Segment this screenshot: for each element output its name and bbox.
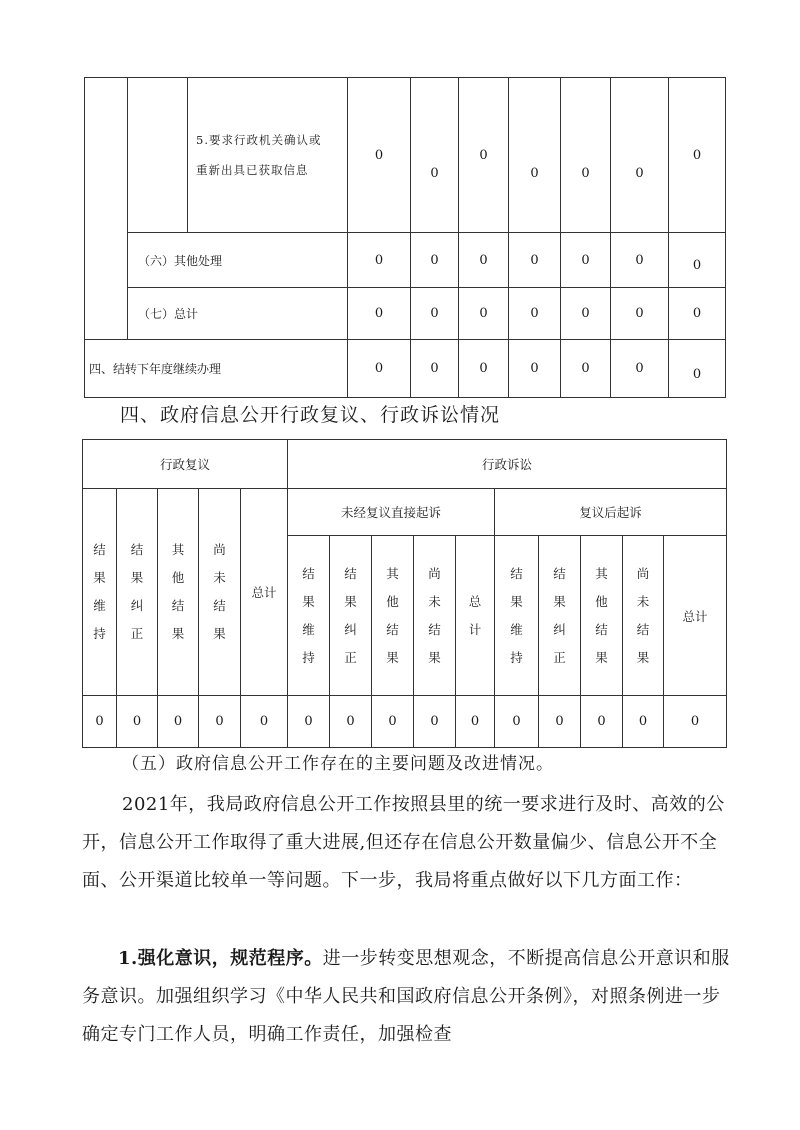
table-cell: 0 (664, 696, 727, 748)
table-cell: 0 (158, 696, 199, 748)
table-cell: 0 (288, 696, 330, 748)
table-cell: 0 (539, 696, 581, 748)
table-row (83, 440, 727, 489)
table-cell: 0 (561, 78, 611, 233)
header-total: 总计 (241, 489, 288, 696)
header-char: 果 (213, 626, 226, 641)
header-char: 结 (510, 565, 523, 581)
header-other-result (158, 489, 199, 696)
header-char: 结 (553, 565, 566, 581)
header-char: 尚 (213, 542, 226, 557)
header-char: 果 (636, 649, 650, 665)
table-cell (85, 78, 128, 340)
header-char: 其 (595, 565, 608, 581)
table-cell: 0 (456, 696, 495, 748)
table-cell: 0 (411, 340, 459, 398)
header-char: 纠 (130, 598, 144, 613)
header-char: 果 (93, 570, 106, 585)
table-row (83, 696, 727, 748)
table-cell: 0 (669, 78, 726, 233)
row-label-other: （六）其他处理 (128, 233, 348, 288)
table-cell: 0 (561, 340, 611, 398)
table-cell: 0 (509, 288, 561, 340)
table-row (85, 78, 726, 233)
header-char: 尚 (428, 565, 441, 581)
header-char: 总 (468, 593, 482, 609)
header-char: 果 (171, 626, 185, 641)
header-char: 正 (553, 649, 566, 665)
table-cell: 0 (348, 233, 411, 288)
header-char: 结 (302, 565, 315, 581)
table-cell: 0 (411, 233, 459, 288)
application-handling-table (84, 77, 726, 398)
header-admin-litigation: 行政诉讼 (288, 440, 727, 489)
header-other-result (372, 536, 414, 696)
table-cell: 0 (561, 288, 611, 340)
header-char: 果 (553, 593, 566, 609)
table-cell: 0 (623, 696, 664, 748)
table-cell: 0 (561, 233, 611, 288)
table-cell: 0 (495, 696, 539, 748)
table-cell: 0 (330, 696, 372, 748)
table-cell: 0 (669, 288, 726, 340)
header-pending (623, 536, 664, 696)
table-cell: 0 (459, 288, 509, 340)
table-cell: 0 (611, 233, 669, 288)
table-cell: 0 (348, 78, 411, 233)
header-char: 果 (130, 570, 144, 585)
header-char: 结 (386, 621, 399, 637)
header-pending (414, 536, 456, 696)
header-char: 持 (510, 649, 523, 665)
header-char: 正 (344, 649, 357, 665)
table-cell: 0 (348, 340, 411, 398)
header-char: 结 (636, 621, 650, 637)
header-result-upheld (495, 536, 539, 696)
header-char: 结 (428, 621, 441, 637)
header-result-upheld (83, 489, 117, 696)
table-cell: 0 (411, 78, 459, 233)
header-result-corrected (330, 536, 372, 696)
header-char: 结 (595, 621, 608, 637)
header-char: 正 (130, 626, 144, 641)
header-char: 果 (595, 649, 608, 665)
improvement-item-1 (82, 940, 730, 1054)
table-cell: 0 (611, 288, 669, 340)
header-char: 维 (510, 621, 523, 637)
header-admin-review: 行政复议 (83, 440, 288, 489)
table-cell: 0 (459, 233, 509, 288)
table-row (85, 288, 726, 340)
header-char: 结 (93, 542, 106, 557)
header-result-corrected (117, 489, 158, 696)
header-char: 维 (302, 621, 315, 637)
header-char: 果 (302, 593, 315, 609)
item-heading: 1.强化意识，规范程序。 (118, 948, 323, 969)
row-label-carryover: 四、结转下年度继续办理 (85, 340, 348, 398)
header-result-corrected (539, 536, 581, 696)
header-other-result (581, 536, 623, 696)
header-direct-suit: 未经复议直接起诉 (288, 489, 495, 536)
row-label-item5 (188, 78, 348, 233)
header-char: 未 (428, 593, 441, 609)
row-label-total: （七）总计 (128, 288, 348, 340)
header-result-upheld (288, 536, 330, 696)
header-char: 纠 (344, 621, 357, 637)
table-row (85, 233, 726, 288)
table-cell: 0 (199, 696, 241, 748)
table-cell: 0 (83, 696, 117, 748)
header-char: 果 (386, 649, 399, 665)
table-cell: 0 (509, 233, 561, 288)
table-cell: 0 (411, 288, 459, 340)
header-char: 结 (130, 542, 144, 557)
header-char: 计 (468, 621, 482, 637)
header-total (456, 536, 495, 696)
table-cell: 0 (117, 696, 158, 748)
item-body: 进一步转变思想观念，不断提高信息公开意识和服务意识。加强组织学习《中华人民共和国政府信息公开条例》，对照条例进一步确定专门工作人员，明确工作责任，加强检查 (82, 948, 730, 1045)
header-char: 果 (428, 649, 441, 665)
table-cell: 0 (372, 696, 414, 748)
table-cell: 0 (669, 340, 726, 398)
header-char: 其 (171, 542, 185, 557)
header-char: 持 (302, 649, 315, 665)
header-char: 结 (213, 598, 226, 613)
table-cell: 0 (459, 78, 509, 233)
header-char: 尚 (636, 565, 650, 581)
table-row (85, 340, 726, 398)
table-cell: 0 (509, 78, 561, 233)
header-char: 未 (636, 593, 650, 609)
header-char: 其 (386, 565, 399, 581)
header-char: 结 (171, 598, 185, 613)
header-char: 他 (171, 570, 185, 585)
table-row (83, 489, 727, 536)
table-cell: 0 (459, 340, 509, 398)
header-char: 果 (344, 593, 357, 609)
header-pending (199, 489, 241, 696)
row-label-line: 5.要求行政机关确认或 (196, 133, 322, 147)
table-cell: 0 (611, 78, 669, 233)
header-char: 他 (386, 593, 399, 609)
table-cell: 0 (241, 696, 288, 748)
header-char: 持 (93, 626, 106, 641)
table-cell: 0 (669, 233, 726, 288)
table-cell: 0 (509, 340, 561, 398)
header-char: 他 (595, 593, 608, 609)
issues-subheading: （五）政府信息公开工作存在的主要问题及改进情况。 (122, 754, 554, 774)
table-cell: 0 (348, 288, 411, 340)
header-total: 总计 (664, 536, 727, 696)
section-heading: 四、政府信息公开行政复议、行政诉讼情况 (120, 404, 501, 426)
table-cell: 0 (581, 696, 623, 748)
review-litigation-table (82, 439, 727, 748)
header-char: 未 (213, 570, 226, 585)
header-char: 维 (93, 598, 106, 613)
header-char: 纠 (553, 621, 566, 637)
table-cell: 0 (414, 696, 456, 748)
header-suit-after-review: 复议后起诉 (495, 489, 727, 536)
row-label-line: 重新出具已获取信息 (196, 163, 309, 177)
table-cell: 0 (611, 340, 669, 398)
header-char: 结 (344, 565, 357, 581)
table-cell (128, 78, 188, 233)
header-char: 果 (510, 593, 523, 609)
summary-paragraph: 2021年，我局政府信息公开工作按照县里的统一要求进行及时、高效的公开，信息公开工作取得了重大进展,但还存在信息公开数量偏少、信息公开不全面、公开渠道比较单一等问题。下一步，我局将重点做好以下几方面工作： (82, 794, 725, 891)
